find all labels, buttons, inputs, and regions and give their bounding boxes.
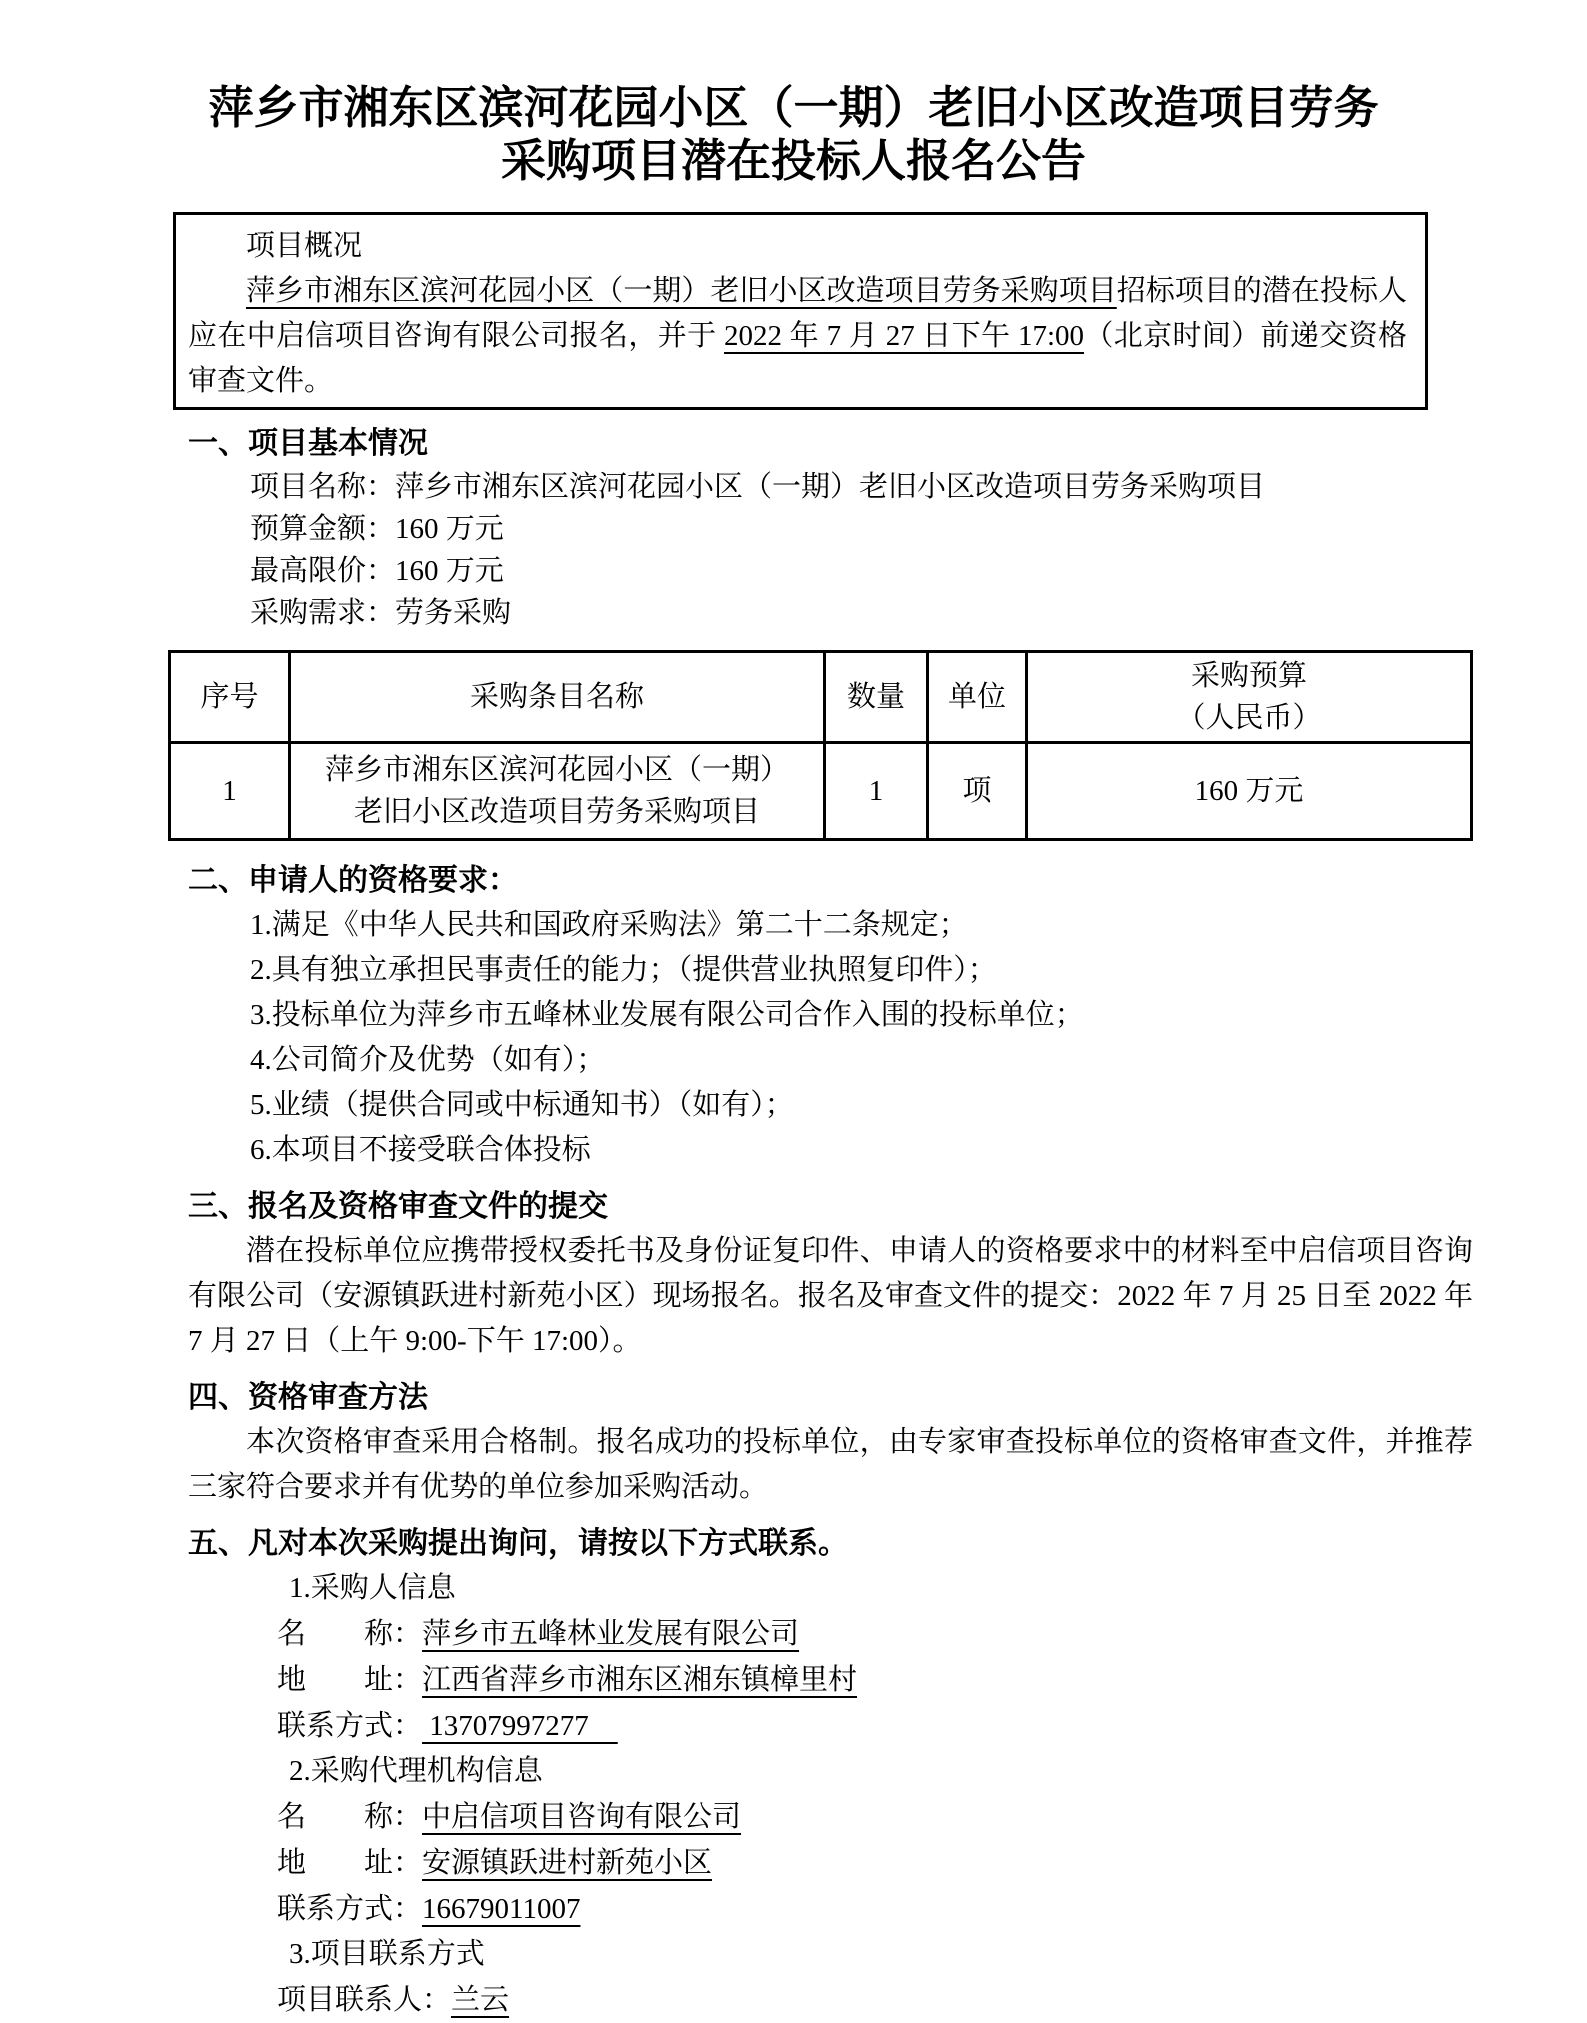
cell-budget: 160 万元 (1027, 743, 1472, 840)
agency-name-value: 中启信项目咨询有限公司 (422, 1801, 742, 1833)
purchaser-name-label: 名 称： (277, 1618, 423, 1650)
header-quantity: 数量 (825, 652, 928, 743)
header-index: 序号 (170, 652, 290, 743)
overview-paragraph (188, 269, 1407, 404)
document-title-line1: 萍乡市湘东区滨河花园小区（一期）老旧小区改造项目劳务 (208, 83, 1379, 133)
project-name-line: 项目名称：萍乡市湘东区滨河花园小区（一期）老旧小区改造项目劳务采购项目 (250, 471, 1266, 503)
purchaser-name-line (188, 1611, 1473, 1657)
agency-phone-line (188, 1886, 1473, 1932)
overview-text-mid: 招标项目的潜在投标人应在中启信项目咨询有限公司报名，并于 (188, 275, 1407, 352)
cell-item-name-line1: 萍乡市湘东区滨河花园小区（一期） (324, 754, 789, 786)
section3-heading: 三、报名及资格审查文件的提交 (188, 1190, 608, 1223)
section3-paragraph: 潜在投标单位应携带授权委托书及身份证复印件、申请人的资格要求中的材料至中启信项目咨询有限公司（安源镇跃进村新苑小区）现场报名。报名及审查文件的提交：2022 年 7 月 25 日至 2022 年 7 月 27 日（上午 9:00-下午 17:00）。 (188, 1235, 1473, 1357)
section5-heading: 五、凡对本次采购提出询问，请按以下方式联系。 (188, 1527, 848, 1560)
purchaser-address-line (188, 1657, 1473, 1703)
requirement-item-2: 2.具有独立承担民事责任的能力；（提供营业执照复印件）； (250, 954, 997, 986)
header-budget (1027, 652, 1472, 743)
agency-name-line (188, 1794, 1473, 1840)
header-unit: 单位 (928, 652, 1027, 743)
overview-text-tail: （北京时间）前递交资格审查文件。 (188, 320, 1407, 397)
agency-info-heading: 2.采购代理机构信息 (289, 1755, 543, 1787)
table-header-row (170, 652, 1472, 743)
section2-heading: 二、申请人的资格要求： (188, 864, 518, 897)
demand-line: 采购需求：劳务采购 (250, 597, 512, 629)
procurement-items-table (168, 650, 1473, 841)
requirement-item-1: 1.满足《中华人民共和国政府采购法》第二十二条规定； (250, 909, 968, 941)
overview-deadline-underlined: 2022 年 7 月 27 日下午 17:00 (724, 320, 1085, 352)
agency-phone-value: 16679011007 (422, 1893, 581, 1925)
requirement-item-4: 4.公司简介及优势（如有）； (250, 1044, 606, 1076)
purchaser-info-heading: 1.采购人信息 (289, 1572, 456, 1604)
price-cap-line: 最高限价：160 万元 (250, 555, 504, 587)
document-title-line2: 采购项目潜在投标人报名公告 (500, 136, 1086, 186)
purchaser-name-value: 萍乡市五峰林业发展有限公司 (422, 1618, 800, 1650)
cell-index: 1 (170, 743, 290, 840)
cell-quantity: 1 (825, 743, 928, 840)
agency-phone-label: 联系方式： (277, 1893, 423, 1925)
purchaser-phone-label: 联系方式： (277, 1710, 423, 1742)
header-budget-line2: （人民币） (1176, 702, 1322, 734)
agency-address-label: 地 址： (277, 1847, 423, 1879)
agency-address-line (188, 1840, 1473, 1886)
project-contact-heading: 3.项目联系方式 (289, 1938, 485, 1970)
requirement-item-3: 3.投标单位为萍乡市五峰林业发展有限公司合作入围的投标单位； (250, 999, 1084, 1031)
project-contact-label: 项目联系人： (277, 1984, 452, 2016)
cell-item-name (290, 743, 825, 840)
overview-heading: 项目概况 (246, 230, 363, 262)
purchaser-phone-line (188, 1703, 1473, 1749)
table-row (170, 743, 1472, 840)
section1-heading: 一、项目基本情况 (188, 427, 428, 460)
purchaser-address-label: 地 址： (277, 1664, 423, 1696)
section4-heading: 四、资格审查方法 (188, 1381, 428, 1414)
requirement-item-5: 5.业绩（提供合同或中标通知书）（如有）； (250, 1089, 794, 1121)
header-item-name: 采购条目名称 (290, 652, 825, 743)
cell-item-name-line2: 老旧小区改造项目劳务采购项目 (353, 796, 760, 828)
agency-address-value: 安源镇跃进村新苑小区 (422, 1847, 713, 1879)
document-title (0, 82, 1587, 188)
section4-paragraph: 本次资格审查采用合格制。报名成功的投标单位，由专家审查投标单位的资格审查文件，并推荐三家符合要求并有优势的单位参加采购活动。 (188, 1426, 1473, 1503)
agency-name-label: 名 称： (277, 1801, 423, 1833)
overview-project-name-underlined: 萍乡市湘东区滨河花园小区（一期）老旧小区改造项目劳务采购项目 (246, 275, 1117, 307)
purchaser-phone-value: 13707997277 (422, 1710, 618, 1742)
requirement-item-6: 6.本项目不接受联合体投标 (250, 1134, 591, 1166)
project-contact-line (188, 1977, 1473, 2023)
project-contact-value: 兰云 (451, 1984, 510, 2016)
cell-unit: 项 (928, 743, 1027, 840)
budget-line: 预算金额：160 万元 (250, 513, 504, 545)
header-budget-line1: 采购预算 (1190, 660, 1307, 692)
project-overview-box (173, 212, 1428, 410)
purchaser-address-value: 江西省萍乡市湘东区湘东镇樟里村 (422, 1664, 858, 1696)
